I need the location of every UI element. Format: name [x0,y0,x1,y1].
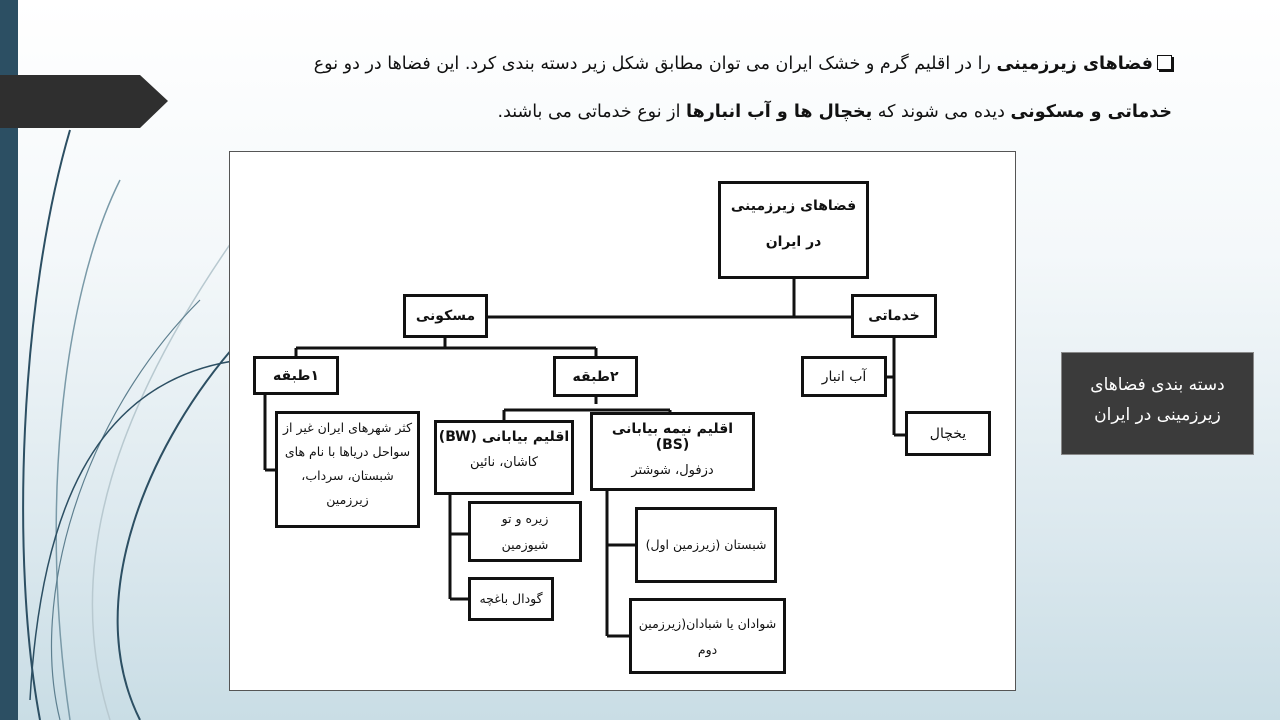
node-root-line1: فضاهای زیرزمینی [730,198,857,214]
node-root [718,181,869,279]
node-icehouse: یخچال [905,411,991,456]
node-residential: مسکونی [403,294,488,338]
classification-diagram [229,151,1016,691]
heading-text-3: از نوع خدماتی می باشند. [497,102,687,122]
side-caption-line1: دسته بندی فضاهای [1090,375,1225,395]
node-one-floor-desc: کثر شهرهای ایران غیر از سواحل دریاها با نام های شبستان، سرداب، زیرزمین [275,411,420,528]
node-bw-cities: کاشان، نائین [470,455,538,470]
slide-heading [250,40,1172,136]
node-bs-cities: دزفول، شوشتر [631,463,714,478]
heading-bold-1: فضاهای زیرزمینی [996,54,1153,74]
node-bs-item2-line1: شوادان یا شبادان(زیرزمین [638,616,777,631]
node-bs-item1: شبستان (زیرزمین اول) [635,507,777,583]
heading-text-2: دیده می شوند که [872,102,1011,122]
node-bw-title: اقلیم بیابانی (BW) [438,429,570,445]
heading-bold-3: یخچال ها و آب انبارها [686,102,873,122]
checkbox-bullet-icon [1157,55,1172,70]
side-caption-line2: زیرزمینی در ایران [1094,405,1221,425]
node-bw-item1 [468,501,582,562]
heading-text-1: را در اقلیم گرم و خشک ایران می توان مطابق شکل زیر دسته بندی کرد. این فضاها در دو نوع [313,54,997,74]
node-bs-title: اقلیم نیمه بیابانی (BS) [611,421,734,453]
node-bs-item2 [629,598,786,674]
node-bw-item1-line1: زیره و تو [501,511,549,526]
node-bw-item2: گودال باغچه [468,577,554,621]
node-bs-item2-line2: دوم [697,642,718,657]
node-root-line2: در ایران [765,234,822,250]
node-one-floor: ۱طبقه [253,356,339,395]
title-arrow-tab [0,75,168,128]
node-cistern: آب انبار [801,356,887,397]
node-service: خدماتی [851,294,937,338]
heading-bold-2: خدماتی و مسکونی [1010,102,1172,122]
node-bw-item1-line2: شیوزمین [501,537,549,552]
node-bs [590,412,755,491]
node-bw [434,420,574,495]
side-caption-box [1061,352,1254,455]
node-two-floor: ۲طبقه [553,356,638,397]
